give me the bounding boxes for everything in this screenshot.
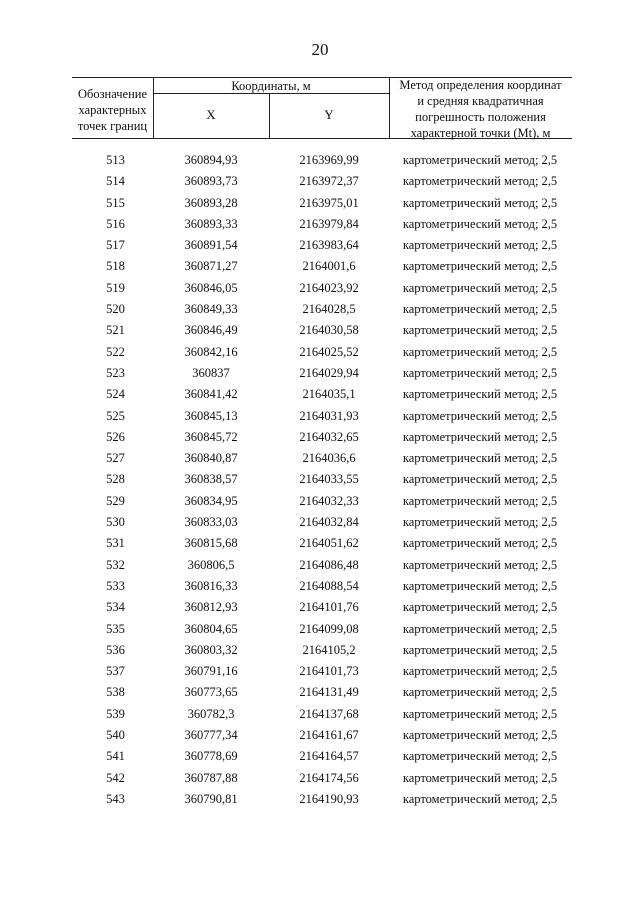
y-cell: 2164031,93 [299, 408, 359, 423]
designation-header-line: точек границ [77, 119, 148, 133]
designation-header-line: Обозначение [77, 87, 148, 101]
method-cell: картометрический метод; 2,5 [402, 557, 558, 572]
table-row [0, 576, 640, 597]
x-cell: 360849,33 [184, 302, 238, 317]
method-cell: картометрический метод; 2,5 [402, 493, 558, 508]
y-cell: 2164028,5 [302, 302, 356, 317]
point-cell: 527 [106, 451, 125, 466]
page-number: 20 [311, 40, 329, 59]
table-row [0, 448, 640, 469]
y-cell: 2164161,67 [299, 728, 359, 743]
x-cell: 360812,93 [184, 600, 238, 615]
point-cell: 520 [106, 302, 125, 317]
y-cell: 2164035,1 [302, 387, 356, 402]
point-cell: 536 [106, 642, 125, 657]
method-cell: картометрический метод; 2,5 [402, 642, 558, 657]
point-cell: 523 [106, 365, 125, 380]
table-row [0, 640, 640, 661]
x-cell: 360778,69 [184, 749, 238, 764]
table-row [0, 469, 640, 490]
point-cell: 540 [106, 728, 125, 743]
x-cell: 360893,33 [184, 216, 238, 231]
table-row [0, 171, 640, 192]
x-cell: 360834,95 [184, 493, 238, 508]
method-cell: картометрический метод; 2,5 [402, 238, 558, 253]
x-cell: 360840,87 [184, 451, 238, 466]
method-cell: картометрический метод; 2,5 [402, 706, 558, 721]
y-cell: 2164174,56 [299, 770, 359, 785]
point-cell: 541 [106, 749, 125, 764]
table-row [0, 384, 640, 405]
y-cell: 2164036,6 [302, 451, 356, 466]
point-cell: 530 [106, 515, 125, 530]
x-cell: 360894,93 [184, 153, 238, 167]
method-cell: картометрический метод; 2,5 [402, 472, 558, 487]
point-cell: 518 [106, 259, 125, 274]
coordinates-table-body [0, 150, 640, 810]
table-row [0, 299, 640, 320]
table-row [0, 150, 640, 171]
y-cell: 2164099,08 [299, 621, 359, 636]
method-cell: картометрический метод; 2,5 [402, 791, 558, 806]
table-row [0, 427, 640, 448]
point-cell: 542 [106, 770, 125, 785]
y-cell: 2163983,64 [299, 238, 359, 253]
point-cell: 524 [106, 387, 125, 402]
y-cell: 2164032,84 [299, 515, 359, 530]
x-cell: 360803,32 [184, 642, 238, 657]
designation-header [72, 86, 153, 134]
x-cell: 360773,65 [184, 685, 238, 700]
y-cell: 2164088,54 [299, 578, 359, 593]
y-cell: 2163969,99 [299, 153, 359, 167]
method-cell: картометрический метод; 2,5 [402, 451, 558, 466]
x-cell: 360845,13 [184, 408, 238, 423]
table-row [0, 342, 640, 363]
y-cell: 2164051,62 [299, 536, 359, 551]
y-cell: 2164137,68 [299, 706, 359, 721]
x-cell: 360777,34 [184, 728, 238, 743]
x-cell: 360837 [192, 365, 230, 380]
y-cell: 2164105,2 [302, 642, 356, 657]
table-row [0, 725, 640, 746]
table-row [0, 256, 640, 277]
x-cell: 360791,16 [184, 664, 238, 679]
method-cell: картометрический метод; 2,5 [402, 365, 558, 380]
y-cell: 2163975,01 [299, 195, 359, 210]
point-cell: 533 [106, 578, 125, 593]
y-cell: 2164033,55 [299, 472, 359, 487]
table-row [0, 363, 640, 384]
x-cell: 360815,68 [184, 536, 238, 551]
coordinates-header: Координаты, м [231, 79, 311, 93]
method-cell: картометрический метод; 2,5 [402, 216, 558, 231]
method-cell: картометрический метод; 2,5 [402, 280, 558, 295]
point-cell: 531 [106, 536, 125, 551]
point-cell: 526 [106, 429, 125, 444]
x-cell: 360782,3 [187, 706, 235, 721]
method-cell: картометрический метод; 2,5 [402, 536, 558, 551]
method-cell: картометрический метод; 2,5 [402, 515, 558, 530]
table-row [0, 533, 640, 554]
method-cell: картометрический метод; 2,5 [402, 344, 558, 359]
y-cell: 2164190,93 [299, 791, 359, 806]
method-cell: картометрический метод; 2,5 [402, 153, 558, 167]
method-cell: картометрический метод; 2,5 [402, 429, 558, 444]
y-cell: 2163979,84 [299, 216, 359, 231]
point-cell: 543 [106, 791, 125, 806]
y-cell: 2164025,52 [299, 344, 359, 359]
point-cell: 514 [106, 174, 125, 189]
point-cell: 519 [106, 280, 125, 295]
x-cell: 360816,33 [184, 578, 238, 593]
point-cell: 522 [106, 344, 125, 359]
method-cell: картометрический метод; 2,5 [402, 323, 558, 338]
method-cell: картометрический метод; 2,5 [402, 770, 558, 785]
x-cell: 360842,16 [184, 344, 238, 359]
point-cell: 517 [106, 238, 125, 253]
method-cell: картометрический метод; 2,5 [402, 408, 558, 423]
x-cell: 360841,42 [184, 387, 238, 402]
y-cell: 2164164,57 [299, 749, 359, 764]
method-cell: картометрический метод; 2,5 [402, 302, 558, 317]
table-row [0, 406, 640, 427]
method-cell: картометрический метод; 2,5 [402, 728, 558, 743]
x-cell: 360787,88 [184, 770, 238, 785]
point-cell: 535 [106, 621, 125, 636]
y-cell: 2164032,33 [299, 493, 359, 508]
table-row [0, 768, 640, 789]
x-cell: 360871,27 [184, 259, 238, 274]
method-header [389, 77, 572, 141]
y-cell: 2164086,48 [299, 557, 359, 572]
table-row [0, 661, 640, 682]
method-cell: картометрический метод; 2,5 [402, 387, 558, 402]
method-cell: картометрический метод; 2,5 [402, 578, 558, 593]
y-cell: 2164101,76 [299, 600, 359, 615]
table-row [0, 746, 640, 767]
y-cell: 2164029,94 [299, 365, 359, 380]
point-cell: 525 [106, 408, 125, 423]
x-cell: 360893,73 [184, 174, 238, 189]
point-cell: 528 [106, 472, 125, 487]
point-cell: 513 [106, 153, 125, 167]
point-cell: 516 [106, 216, 125, 231]
x-column-header: X [206, 107, 216, 122]
x-cell: 360806,5 [187, 557, 235, 572]
table-row [0, 555, 640, 576]
point-cell: 534 [106, 600, 125, 615]
method-cell: картометрический метод; 2,5 [402, 195, 558, 210]
y-cell: 2164032,65 [299, 429, 359, 444]
method-cell: картометрический метод; 2,5 [402, 621, 558, 636]
table-row [0, 278, 640, 299]
point-cell: 515 [106, 195, 125, 210]
y-cell: 2164001,6 [302, 259, 356, 274]
x-cell: 360846,49 [184, 323, 238, 338]
y-column-header: Y [324, 107, 334, 122]
x-cell: 360845,72 [184, 429, 238, 444]
table-row [0, 214, 640, 235]
point-cell: 538 [106, 685, 125, 700]
designation-header-line: характерных [78, 103, 147, 117]
table-row [0, 235, 640, 256]
x-cell: 360893,28 [184, 195, 238, 210]
point-cell: 532 [106, 557, 125, 572]
table-row [0, 597, 640, 618]
table-row [0, 704, 640, 725]
x-cell: 360891,54 [184, 238, 238, 253]
table-row [0, 789, 640, 810]
table-row [0, 619, 640, 640]
table-row [0, 512, 640, 533]
y-cell: 2164030,58 [299, 323, 359, 338]
x-cell: 360804,65 [184, 621, 238, 636]
x-cell: 360846,05 [184, 280, 238, 295]
y-cell: 2164101,73 [299, 664, 359, 679]
table-row [0, 491, 640, 512]
y-cell: 2164131,49 [299, 685, 359, 700]
method-header-line: Метод определения координат [399, 78, 562, 92]
method-cell: картометрический метод; 2,5 [402, 259, 558, 274]
method-cell: картометрический метод; 2,5 [402, 600, 558, 615]
x-cell: 360790,81 [184, 791, 238, 806]
table-row [0, 682, 640, 703]
table-row [0, 320, 640, 341]
method-header-line: и средняя квадратичная [417, 94, 544, 108]
table-row [0, 193, 640, 214]
point-cell: 521 [106, 323, 125, 338]
y-cell: 2163972,37 [299, 174, 359, 189]
method-cell: картометрический метод; 2,5 [402, 685, 558, 700]
point-cell: 539 [106, 706, 125, 721]
x-cell: 360833,03 [184, 515, 238, 530]
method-cell: картометрический метод; 2,5 [402, 664, 558, 679]
method-cell: картометрический метод; 2,5 [402, 174, 558, 189]
point-cell: 529 [106, 493, 125, 508]
method-cell: картометрический метод; 2,5 [402, 749, 558, 764]
method-header-line: характерной точки (Mt), м [410, 126, 551, 140]
point-cell: 537 [106, 664, 125, 679]
method-header-line: погрешность положения [415, 110, 546, 124]
y-cell: 2164023,92 [299, 280, 359, 295]
x-cell: 360838,57 [184, 472, 238, 487]
